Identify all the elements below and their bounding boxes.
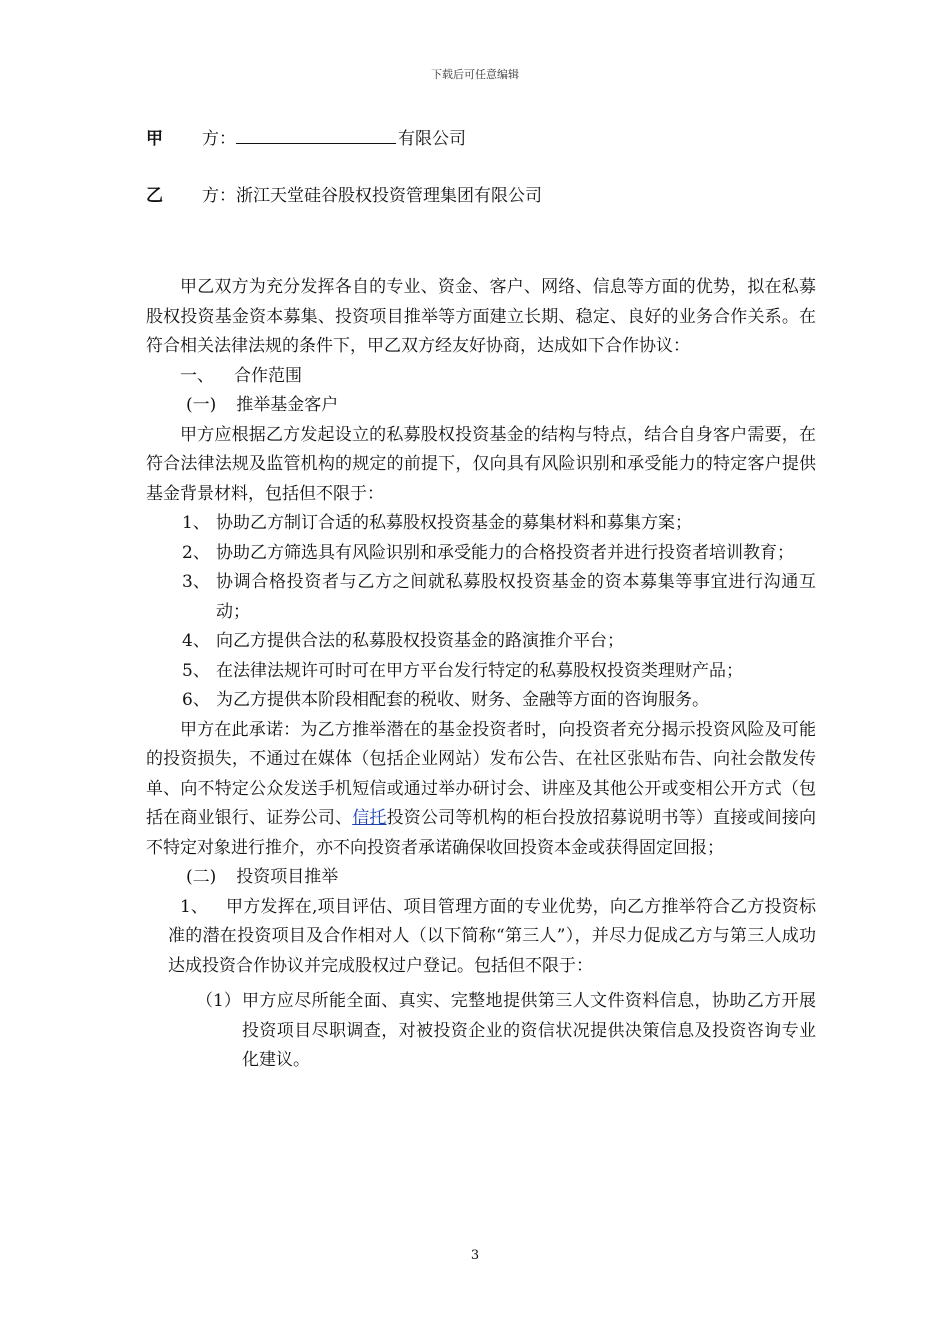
section-heading xyxy=(146,362,816,392)
list-item-text: 甲方发挥在,项目评估、项目管理方面的专业优势，向乙方推举符合乙方投资标准的潜在投资项目及合作相对人（以下简称“第三人”），并尽力促成乙方与第三人成功达成投资合作协议并完成股权过户登记。包括但不限于： xyxy=(168,896,816,976)
party-b-name: 浙江天堂硅谷股权投资管理集团有限公司 xyxy=(236,186,542,206)
party-a-line xyxy=(146,124,466,149)
list-item-number: （1） xyxy=(196,991,241,1011)
subsection-number-1: (一) xyxy=(186,395,217,415)
subsection-title-1: 推举基金客户 xyxy=(236,395,339,415)
list-item xyxy=(146,539,816,569)
list-item-number: 2、 xyxy=(182,542,210,563)
list-item-text: 协助乙方筛选具有风险识别和承受能力的合格投资者并进行投资者培训教育； xyxy=(216,542,794,563)
list-item-text: 在法律法规许可时可在甲方平台发行特定的私募股权投资类理财产品； xyxy=(216,660,743,681)
party-a-label: 甲 xyxy=(146,129,163,149)
subsection-2-sublist xyxy=(146,987,816,1076)
subsection-number-2: (二) xyxy=(186,867,217,887)
promise-paragraph xyxy=(146,716,816,864)
document-body xyxy=(146,273,816,1076)
list-item-text: 向乙方提供合法的私募股权投资基金的路演推介平台； xyxy=(216,631,624,651)
subsection-1-list xyxy=(146,509,816,716)
list-item-number: 3、 xyxy=(182,572,210,592)
section-number: 一、 xyxy=(180,365,214,386)
subsection-heading-1 xyxy=(146,391,816,421)
list-item-text: 协调合格投资者与乙方之间就私募股权投资基金的资本募集等事宜进行沟通互动； xyxy=(216,572,816,622)
list-item xyxy=(146,568,816,627)
list-item-number: 1、 xyxy=(182,513,210,533)
promise-text-after: 投资公司等机构的柜台投放招募说明书等）直接或间接向不特定对象进行推介，亦不向投资者承诺确保收回投资本金或获得固定回报； xyxy=(146,808,817,858)
trust-link[interactable]: 信托 xyxy=(352,808,387,828)
page-number: 3 xyxy=(470,1248,480,1263)
party-a-suffix: 有限公司 xyxy=(398,129,466,149)
list-item xyxy=(146,987,816,1076)
party-a-blank[interactable] xyxy=(236,127,396,144)
promise-text-before: 甲方在此承诺：为乙方推举潜在的基金投资者时，向投资者充分揭示投资风险及可能的投资损失，不通过在媒体（包括企业网站）发布公告、在社区张贴布告、向社会散发传单、向不特定公众发送手机短信或通过举办研讨会、讲座及其他公开或变相公开方式（包括在商业银行、证券公司、 xyxy=(146,719,816,828)
list-item-number: 5、 xyxy=(182,660,210,681)
list-item xyxy=(146,509,816,539)
subsection-1-paragraph: 甲方应根据乙方发起设立的私募股权投资基金的结构与特点，结合自身客户需要，在符合法律法规及监管机构的规定的前提下，仅向具有风险识别和承受能力的特定客户提供基金背景材料，包括但不限于： xyxy=(146,424,816,504)
list-item-number: 4、 xyxy=(182,631,210,651)
subsection-2-list xyxy=(146,893,816,982)
intro-paragraph: 甲乙双方为充分发挥各自的专业、资金、客户、网络、信息等方面的优势，拟在私募股权投资基金资本募集、投资项目推举等方面建立长期、稳定、良好的业务合作关系。在符合相关法律法规的条件下，甲乙双方经友好协商，达成如下合作协议： xyxy=(146,277,816,356)
list-item xyxy=(146,686,816,716)
section-title: 合作范围 xyxy=(234,365,302,386)
list-item xyxy=(146,893,816,982)
party-b-line xyxy=(146,181,542,206)
header-note: 下载后可任意编辑 xyxy=(431,68,519,81)
party-b-label: 乙 xyxy=(146,186,163,206)
party-b-colon: 方： xyxy=(202,186,236,206)
list-item xyxy=(146,657,816,687)
list-item-text: 协助乙方制订合适的私募股权投资基金的募集材料和募集方案； xyxy=(216,513,692,533)
list-item xyxy=(146,627,816,657)
list-item-number: 1、 xyxy=(180,896,208,917)
party-a-colon: 方： xyxy=(202,129,236,149)
list-item-text: 为乙方提供本阶段相配套的税收、财务、金融等方面的咨询服务。 xyxy=(216,690,709,710)
list-item-number: 6、 xyxy=(182,690,210,710)
subsection-heading-2 xyxy=(146,863,816,893)
list-item-text: 甲方应尽所能全面、真实、完整地提供第三人文件资料信息，协助乙方开展投资项目尽职调查，对被投资企业的资信状况提供决策信息及投资咨询专业化建议。 xyxy=(242,991,816,1070)
subsection-title-2: 投资项目推举 xyxy=(236,867,339,887)
